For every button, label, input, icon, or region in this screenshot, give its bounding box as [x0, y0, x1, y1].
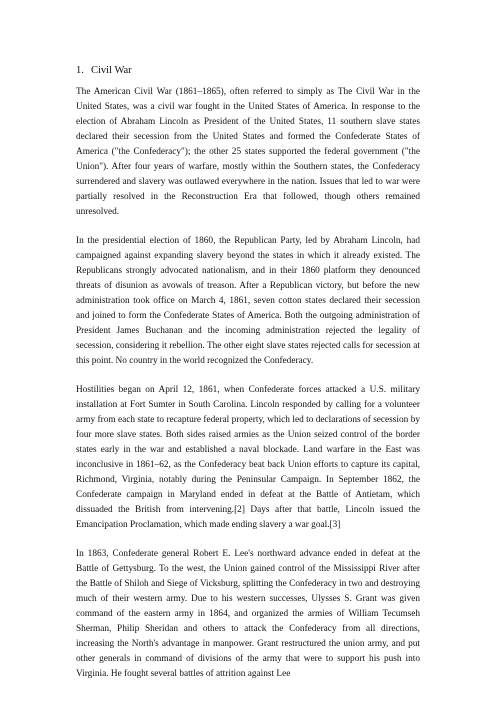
- paragraph: The American Civil War (1861–1865), often referred to simply as The Civil War in the United States, was a civil war fought in the United States of America. In response to the election of Abraham Lincoln as President of the United States, 11 southern slave states declared their secession from the United States and formed the Confederate States of America ("the Confederacy"); the other 25 states supported the federal government ("the Union"). After four years of warfare, mostly within the Southern states, the Confederacy surrendered and slavery was outlawed everywhere in the nation. Issues that led to war were partially resolved in the Reconstruction Era that followed, though others remained unresolved.: [76, 87, 420, 217]
- section-number: 1.: [76, 65, 84, 76]
- section-heading: [76, 64, 132, 78]
- paragraph: In 1863, Confederate general Robert E. Lee's northward advance ended in defeat at the Battle of Gettysburg. To the west, the Union gained control of the Mississippi River after the Battle of Shiloh and Siege of Vicksburg, splitting the Confederacy in two and destroying much of their western army. Due to his western successes, Ulysses S. Grant was given command of the eastern army in 1864, and organized the armies of William Tecumseh Sherman, Philip Sheridan and others to attack the Confederacy from all directions, increasing the North's advantage in manpower. Grant restructured the union army, and put other generals in command of divisions of the army that were to support his push into Virginia. He fought several battles of attrition against Lee: [76, 549, 420, 679]
- paragraph: Hostilities began on April 12, 1861, when Confederate forces attacked a U.S. military installation at Fort Sumter in South Carolina. Lincoln responded by calling for a volunteer army from each state to recapture federal property, which led to declarations of secession by four more slave states. Both sides raised armies as the Union seized control of the border states early in the war and established a naval blockade. Land warfare in the East was inconclusive in 1861–62, as the Confederacy beat back Union efforts to capture its capital, Richmond, Virginia, notably during the Peninsular Campaign. In September 1862, the Confederate campaign in Maryland ended in defeat at the Battle of Antietam, which dissuaded the British from intervening.[2] Days after that battle, Lincoln issued the Emancipation Proclamation, which made ending slavery a war goal.[3]: [76, 385, 420, 530]
- section-title: Civil War: [91, 65, 132, 76]
- body-text: [76, 85, 420, 682]
- paragraph: In the presidential election of 1860, the Republican Party, led by Abraham Lincoln, had campaigned against expanding slavery beyond the states in which it already existed. The Republicans strongly advocated nationalism, and in their 1860 platform they denounced threats of disunion as avowals of treason. After a Republican victory, but before the new administration took office on March 4, 1861, seven cotton states declared their secession and joined to form the Confederate States of America. Both the outgoing administration of President James Buchanan and the incoming administration rejected the legality of secession, considering it rebellion. The other eight slave states rejected calls for secession at this point. No country in the world recognized the Confederacy.: [76, 236, 420, 366]
